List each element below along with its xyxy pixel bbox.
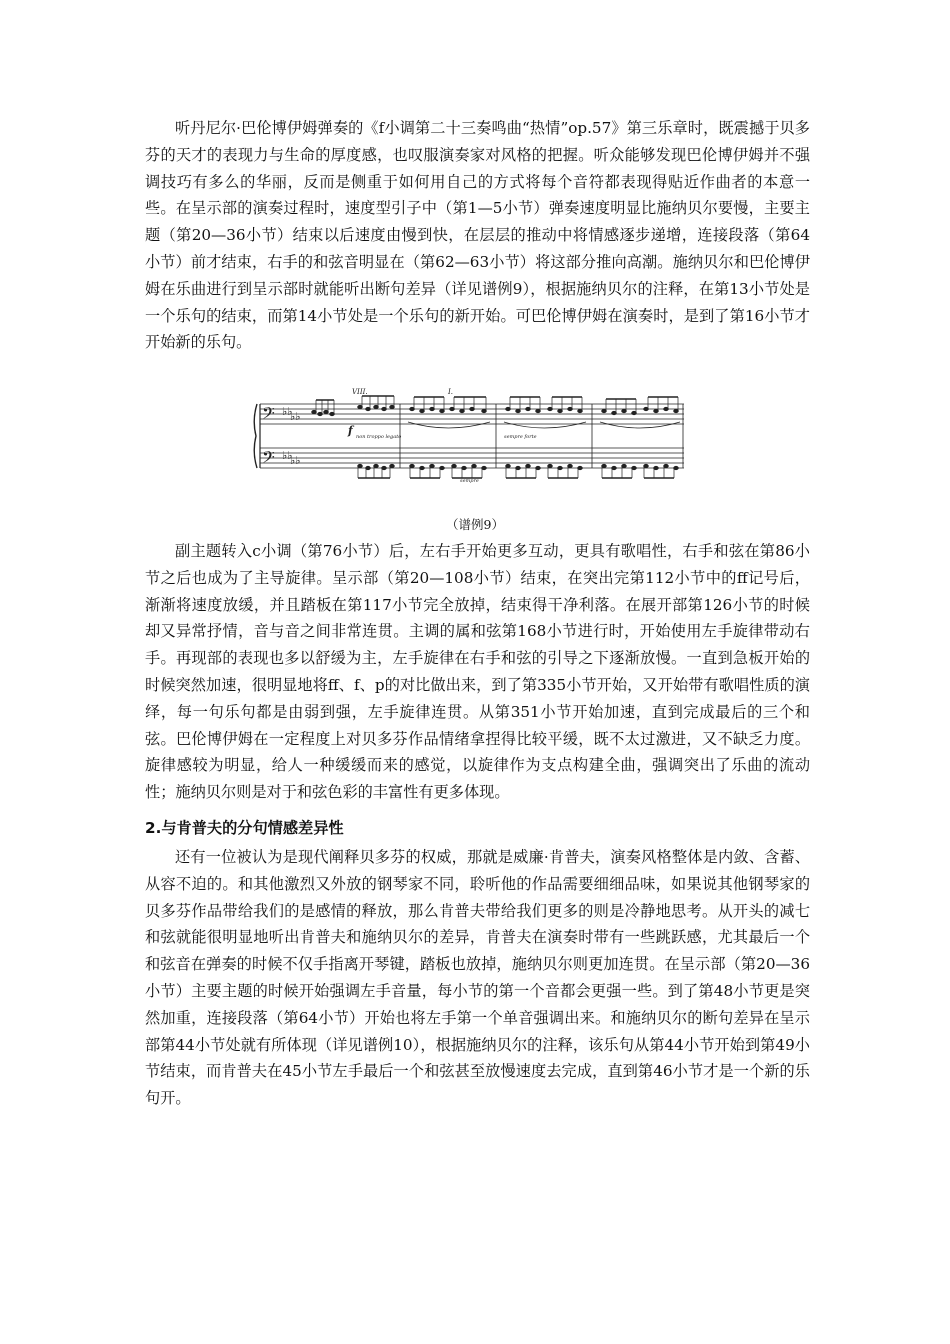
svg-text:𝄢: 𝄢 (262, 447, 275, 471)
svg-text:♭♭: ♭♭ (282, 405, 293, 418)
score-dynamic-sempre: sempre (460, 478, 479, 484)
paragraph-2: 副主题转入c小调（第76小节）后，左右手开始更多互动，更具有歌唱性，右手和弦在第86小节之后也成为了主导旋律。呈示部（第20—108小节）结束，在突出完第112小节中的ff记号后，渐渐将速度放缓，并且踏板在第117小节完全放掉，结束得干净利落。在展开部第126小节的时候却又异常抒情，音与音之间非常连贯。主调的属和弦第168小节进行时，开始使用左手旋律带动右手。再现部的表现也多以舒缓为主，左手旋律在右手和弦的引导之下逐渐放慢。一直到急板开始的时候突然加速，很明显地将ff、f、p的对比做出来，到了第335小节开始，又开始带有歌唱性质的演绎，每一句乐句都是由弱到强，左手旋律连贯。从第351小节开始加速，直到完成最后的三个和弦。巴伦博伊姆在一定程度上对贝多芬作品情绪拿捏得比较平缓，既不太过激进，又不缺乏力度。旋律感较为明显，给人一种缓缓而来的感觉，以旋律作为支点构建全曲，强调突出了乐曲的流动性；施纳贝尔则是对于和弦色彩的丰富性有更多体现。 (145, 542, 810, 802)
score-dynamic-legato: non troppo legato (356, 434, 402, 440)
section-heading: 2.与肯普夫的分句情感差异性 (145, 819, 344, 837)
paragraph-3: 还有一位被认为是现代阐释贝多芬的权威，那就是威廉·肯普夫，演奏风格整体是内敛、含蓄、从容不迫的。和其他激烈又外放的钢琴家不同，聆听他的作品需要细细品味，如果说其他钢琴家的贝多芬作品带给我们的是感情的释放，那么肯普夫带给我们更多的则是冷静地思考。从开头的减七和弦就能很明显地听出肯普夫和施纳贝尔的差异，肯普夫在演奏时带有一些跳跃感，尤其最后一个和弦音在弹奏的时候不仅手指离开琴键，踏板也放掉，施纳贝尔则更加连贯。在呈示部（第20—36小节）主要主题的时候开始强调左手音量，每小节的第一个音都会更强一些。到了第48小节更是突然加重，连接段落（第64小节）开始也将左手第一个单音强调出来。和施纳贝尔的断句差异在呈示部第44小节处就有所体现（详见谱例10），根据施纳贝尔的注释，该乐句从第44小节开始到第49小节结束，而肯普夫在45小节左手最后一个和弦甚至放慢速度去完成，直到第46小节才是一个新的乐句开。 (145, 848, 810, 1108)
svg-text:𝄢: 𝄢 (262, 403, 275, 427)
svg-text:♭♭: ♭♭ (290, 454, 301, 467)
score-mark-viii: VIII. (352, 388, 368, 396)
svg-text:♭♭: ♭♭ (282, 449, 293, 462)
paragraph-1: 听丹尼尔·巴伦博伊姆弹奏的《f小调第二十三奏鸣曲“热情”op.57》第三乐章时，既震撼于贝多芬的天才的表现力与生命的厚度感，也叹服演奏家对风格的把握。听众能够发现巴伦博伊姆并不强调技巧有多么的华丽，反而是侧重于如何用自己的方式将每个音符都表现得贴近作曲者的本意一些。在呈示部的演奏过程时，速度型引子中（第1—5小节）弹奏速度明显比施纳贝尔要慢，主要主题（第20—36小节）结束以后速度由慢到快，在层层的推动中将情感逐步递增，连接段落（第64小节）前才结束，右手的和弦音明显在（第62—63小节）将这部分推向高潮。施纳贝尔和巴伦博伊姆在乐曲进行到呈示部时就能听出断句差异（详见谱例9），根据施纳贝尔的注释，在第13小节处是一个乐句的结束，而第14小节处是一个乐句的新开始。可巴伦博伊姆在演奏时，是到了第16小节才开始新的乐句。 (145, 119, 810, 352)
score-dynamic-f: f (348, 424, 353, 437)
svg-text:♭♭: ♭♭ (290, 410, 301, 423)
score-caption: （谱例9） (446, 517, 504, 532)
music-score-example-9 (252, 382, 684, 490)
score-mark-i: I. (448, 388, 453, 396)
score-dynamic-sempre-forte: sempre forte (504, 434, 537, 440)
